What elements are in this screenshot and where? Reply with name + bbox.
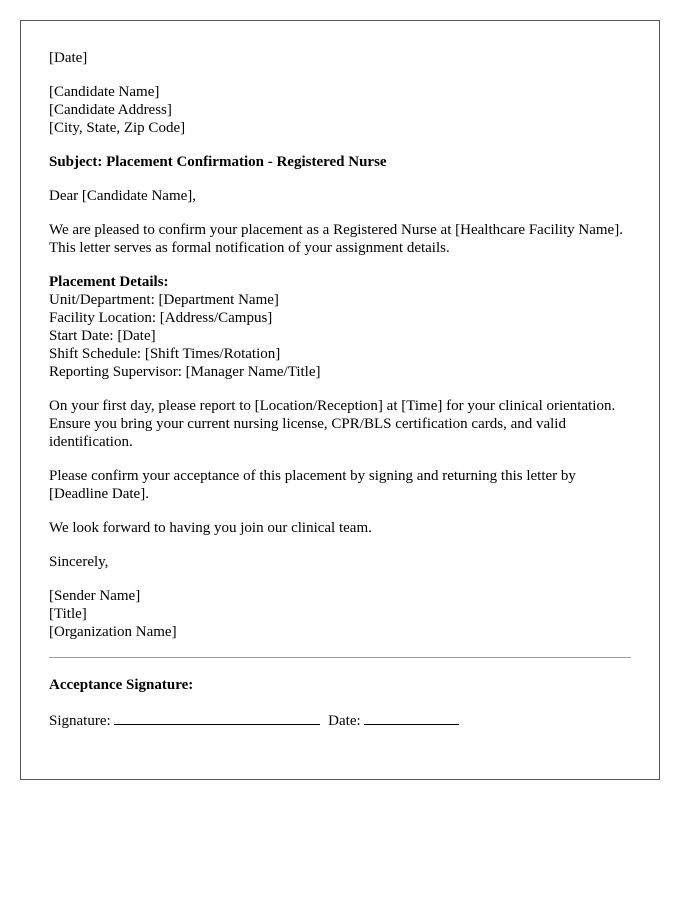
detail-facility-location: Facility Location: [Address/Campus]	[49, 310, 273, 326]
detail-unit-department: Unit/Department: [Department Name]	[49, 292, 279, 308]
detail-start-date: Start Date: [Date]	[49, 328, 156, 344]
intro-paragraph: We are pleased to confirm your placement as a Registered Nurse at [Healthcare Facility Name]. This letter serves as formal notification of your assignment details.	[49, 222, 623, 256]
sender-block	[49, 587, 631, 641]
recipient-city-state-zip: [City, State, Zip Code]	[49, 120, 186, 136]
letter-date-block	[49, 49, 631, 67]
recipient-name: [Candidate Name]	[49, 84, 160, 100]
letter-date: [Date]	[49, 50, 88, 66]
valediction: Sincerely,	[49, 554, 109, 570]
closing-paragraph: We look forward to having you join our clinical team.	[49, 520, 372, 536]
sender-organization: [Organization Name]	[49, 624, 177, 640]
acceptance-heading: Acceptance Signature:	[49, 677, 194, 693]
letter-page	[20, 20, 660, 780]
signature-row	[49, 710, 631, 730]
signature-line[interactable]	[114, 710, 320, 725]
recipient-address-block	[49, 83, 631, 137]
sender-title: [Title]	[49, 606, 87, 622]
confirm-paragraph: Please confirm your acceptance of this placement by signing and returning this letter by [Deadline Date].	[49, 468, 576, 502]
salutation: Dear [Candidate Name],	[49, 188, 197, 204]
section-divider	[49, 657, 631, 658]
sender-name: [Sender Name]	[49, 588, 141, 604]
subject-line: Subject: Placement Confirmation - Registered Nurse	[49, 154, 387, 170]
first-day-paragraph: On your first day, please report to [Location/Reception] at [Time] for your clinical orientation. Ensure you bring your current nursing license, CPR/BLS certification cards, and valid identification.	[49, 398, 616, 450]
recipient-address: [Candidate Address]	[49, 102, 172, 118]
signature-date-line[interactable]	[364, 710, 459, 725]
detail-shift-schedule: Shift Schedule: [Shift Times/Rotation]	[49, 346, 281, 362]
placement-details-section	[49, 273, 631, 381]
detail-reporting-supervisor: Reporting Supervisor: [Manager Name/Title]	[49, 364, 321, 380]
date-label: Date:	[328, 713, 361, 729]
placement-details-heading: Placement Details:	[49, 274, 169, 290]
signature-label: Signature:	[49, 713, 111, 729]
